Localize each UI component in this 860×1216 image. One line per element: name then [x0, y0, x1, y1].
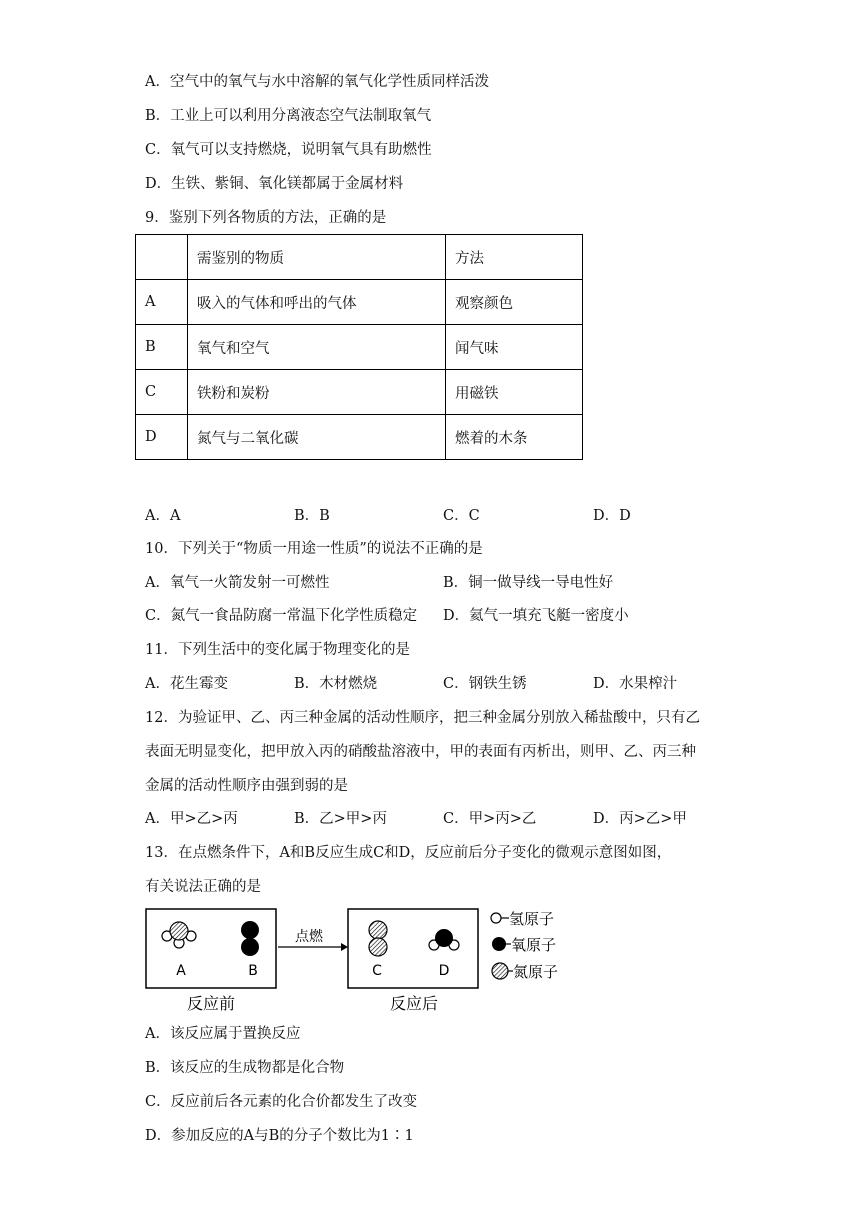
q9-option-d: D．D — [593, 508, 631, 524]
q12-stem-line-2: 表面无明显变化，把甲放入丙的硝酸盐溶液中，甲的表面有丙析出，则甲、乙、丙三种 — [145, 744, 696, 760]
table-row — [136, 325, 583, 370]
reaction-diagram — [145, 905, 585, 1015]
table-cell: 吸入的气体和呼出的气体 — [188, 280, 446, 325]
q12-stem-line-1: 12．为验证甲、乙、丙三种金属的活动性顺序，把三种金属分别放入稀盐酸中，只有乙 — [145, 710, 700, 726]
table-row — [136, 280, 583, 325]
q8-option-c: C．氧气可以支持燃烧，说明氧气具有助燃性 — [145, 142, 432, 158]
q9-table — [135, 234, 583, 460]
table-cell — [136, 235, 188, 280]
q9-option-a: A．A — [145, 508, 181, 524]
q12-stem-line-3: 金属的活动性顺序由强到弱的是 — [145, 778, 348, 794]
label-a: A — [176, 963, 186, 979]
legend-hydrogen: 氢原子 — [509, 910, 555, 928]
table-cell: B — [136, 325, 188, 370]
table-cell: A — [136, 280, 188, 325]
label-d: D — [438, 963, 450, 979]
table-cell: 方法 — [446, 235, 583, 280]
before-caption: 反应前 — [186, 994, 236, 1013]
after-box — [348, 909, 478, 988]
legend — [491, 910, 558, 981]
q11-stem: 11．下列生活中的变化属于物理变化的是 — [145, 642, 410, 658]
q12-option-c: C．甲>丙>乙 — [443, 811, 537, 827]
q9-stem: 9．鉴别下列各物质的方法，正确的是 — [145, 210, 387, 226]
q13-stem-line-2: 有关说法正确的是 — [145, 879, 261, 895]
table-cell: 铁粉和炭粉 — [188, 370, 446, 415]
q13-option-d: D．参加反应的A与B的分子个数比为1∶1 — [145, 1128, 414, 1144]
table-cell: 氮气与二氧化碳 — [188, 415, 446, 460]
nitrogen-atom-icon — [492, 963, 508, 979]
q9-option-b: B．B — [294, 508, 330, 524]
q11-option-a: A．花生霉变 — [145, 676, 228, 692]
q12-option-a: A．甲>乙>丙 — [145, 811, 238, 827]
label-b: B — [248, 963, 258, 979]
table-cell: 观察颜色 — [446, 280, 583, 325]
table-cell: 氧气和空气 — [188, 325, 446, 370]
table-row — [136, 370, 583, 415]
q10-option-d: D．氦气一填充飞艇一密度小 — [443, 608, 629, 624]
q10-option-b: B．铜一做导线一导电性好 — [443, 575, 614, 591]
table-cell: C — [136, 370, 188, 415]
q12-option-d: D．丙>乙>甲 — [593, 811, 687, 827]
table-cell: 燃着的木条 — [446, 415, 583, 460]
table-cell: 需鉴别的物质 — [188, 235, 446, 280]
hydrogen-atom-icon — [491, 913, 501, 923]
q11-option-b: B．木材燃烧 — [294, 676, 378, 692]
q13-option-a: A．该反应属于置换反应 — [145, 1026, 301, 1042]
table-cell: 闻气味 — [446, 325, 583, 370]
table-cell: 用磁铁 — [446, 370, 583, 415]
q13-stem-line-1: 13．在点燃条件下，A和B反应生成C和D，反应前后分子变化的微观示意图如图， — [145, 845, 672, 861]
q11-option-c: C．钢铁生锈 — [443, 676, 527, 692]
q10-option-a: A．氧气一火箭发射一可燃性 — [145, 575, 330, 591]
q13-option-c: C．反应前后各元素的化合价都发生了改变 — [145, 1094, 418, 1110]
table-row — [136, 415, 583, 460]
arrow-label: 点燃 — [295, 929, 323, 945]
label-c: C — [372, 963, 382, 979]
q8-option-a: A．空气中的氧气与水中溶解的氧气化学性质同样活泼 — [145, 74, 489, 90]
q11-option-d: D．水果榨汁 — [593, 676, 678, 692]
q13-option-b: B．该反应的生成物都是化合物 — [145, 1060, 345, 1076]
q10-option-c: C．氮气一食品防腐一常温下化学性质稳定 — [145, 608, 418, 624]
q12-option-b: B．乙>甲>丙 — [294, 811, 387, 827]
q8-option-b: B．工业上可以利用分离液态空气法制取氧气 — [145, 108, 432, 124]
q10-stem: 10．下列关于“物质一用途一性质”的说法不正确的是 — [145, 541, 483, 557]
oxygen-atom-icon — [492, 937, 506, 951]
q9-option-c: C．C — [443, 508, 480, 524]
legend-oxygen: 氧原子 — [511, 936, 557, 954]
table-header-row — [136, 235, 583, 280]
q8-option-d: D．生铁、紫铜、氧化镁都属于金属材料 — [145, 176, 404, 192]
legend-nitrogen: 氮原子 — [513, 963, 559, 981]
after-caption: 反应后 — [389, 994, 439, 1013]
table-cell: D — [136, 415, 188, 460]
